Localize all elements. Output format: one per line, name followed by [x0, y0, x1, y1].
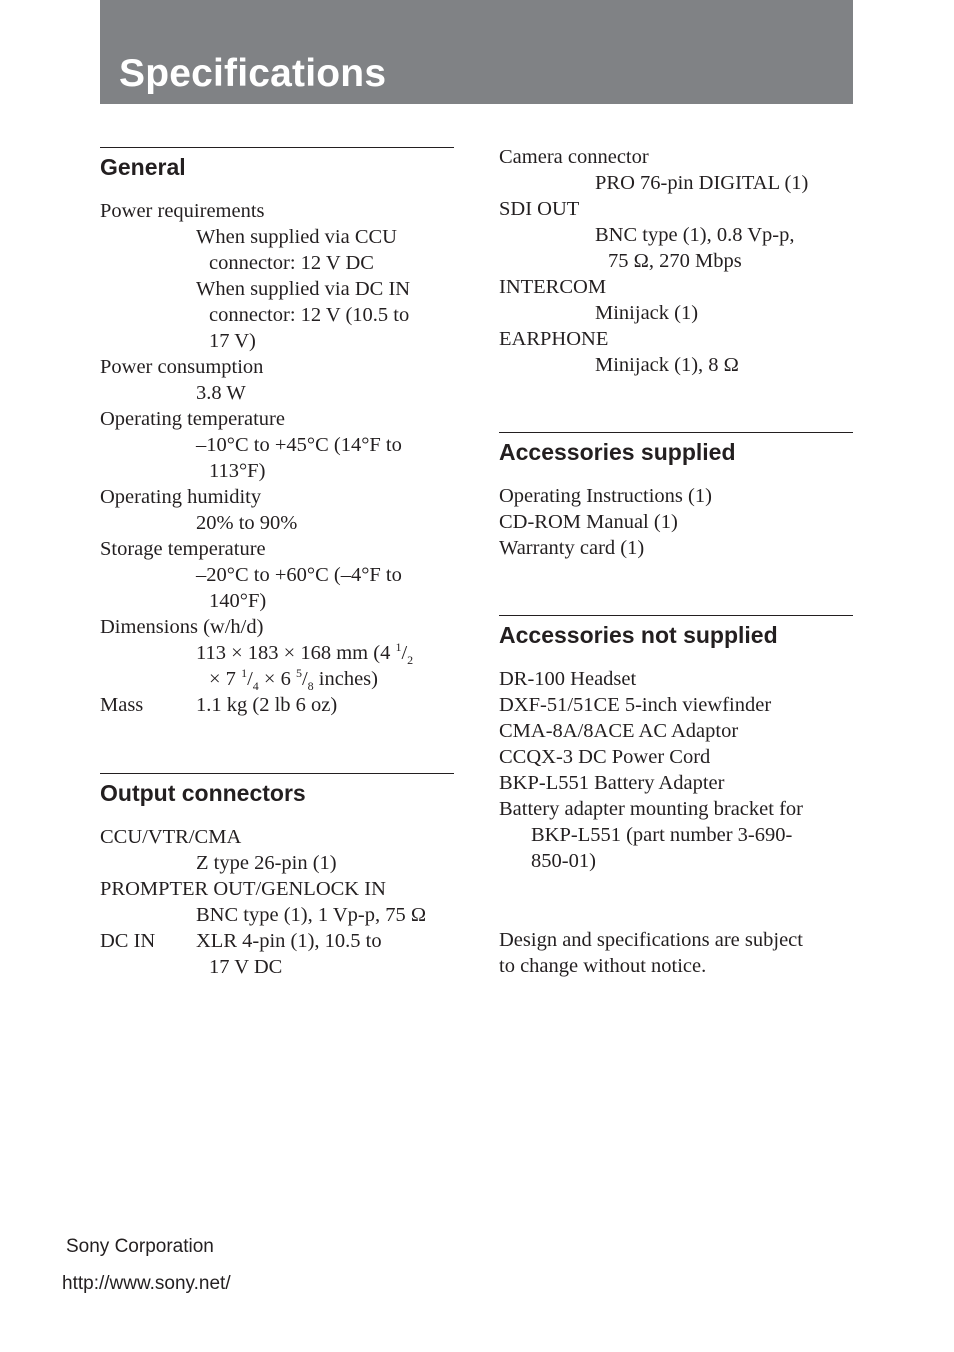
notice-line: Design and specifications are subject [499, 929, 803, 951]
change-notice [499, 927, 853, 979]
accessories-supplied-list [499, 483, 853, 561]
spec-label: CCU/VTR/CMA [100, 826, 242, 848]
fraction-slash: / [301, 668, 308, 690]
section-rule [100, 773, 454, 774]
section-rule [100, 147, 454, 148]
fraction-numerator: 1 [395, 640, 402, 655]
spec-label: SDI OUT [499, 198, 580, 220]
spec-value: When supplied via DC IN [196, 278, 411, 300]
fraction-denominator: 8 [307, 679, 314, 694]
spec-label: PROMPTER OUT/GENLOCK IN [100, 878, 386, 900]
list-item-continuation: 850-01) [531, 850, 596, 872]
accessories-not-supplied-section [499, 615, 853, 874]
spec-value: connector: 12 V DC [209, 252, 374, 274]
fraction-numerator: 5 [295, 666, 302, 681]
spec-value: When supplied via CCU [196, 226, 397, 248]
spec-label: Operating humidity [100, 486, 262, 508]
spec-label: Power requirements [100, 200, 265, 222]
fraction-denominator: 2 [407, 653, 414, 668]
spec-value: 113 × 183 × 168 mm (4 [196, 642, 396, 664]
mass-row [100, 692, 454, 718]
general-spec-list [100, 198, 454, 718]
notice-line: to change without notice. [499, 955, 707, 977]
spec-value: 17 V DC [209, 956, 283, 978]
spec-value: Minijack (1), 8 Ω [595, 354, 739, 376]
accessories-supplied-heading: Accessories supplied [499, 439, 736, 465]
spec-value: × 7 [209, 668, 242, 690]
spec-label: Dimensions (w/h/d) [100, 616, 264, 638]
list-item: CD-ROM Manual (1) [499, 511, 678, 533]
section-rule [499, 432, 853, 433]
spec-value: 113°F) [209, 460, 266, 482]
accessories-not-supplied-list [499, 666, 853, 874]
spec-value: PRO 76-pin DIGITAL (1) [595, 172, 809, 194]
accessories-not-supplied-heading: Accessories not supplied [499, 622, 778, 648]
spec-value: inches) [313, 668, 378, 690]
fraction-numerator: 1 [241, 666, 248, 681]
list-item-continuation: BKP-L551 (part number 3-690- [531, 824, 793, 846]
title-banner [100, 0, 853, 104]
output-connectors-section [100, 773, 454, 980]
company-name: Sony Corporation [66, 1236, 214, 1257]
spec-label: EARPHONE [499, 328, 609, 350]
fraction-denominator: 4 [252, 679, 259, 694]
spec-value: BNC type (1), 0.8 Vp-p, [595, 224, 795, 246]
spec-label: Storage temperature [100, 538, 266, 560]
spec-value: –10°C to +45°C (14°F to [196, 434, 402, 456]
accessories-supplied-section [499, 432, 853, 561]
list-item: DR-100 Headset [499, 668, 637, 690]
spec-value: –20°C to +60°C (–4°F to [196, 564, 402, 586]
spec-label: Camera connector [499, 146, 649, 168]
fraction-slash: / [401, 642, 408, 664]
general-section [100, 147, 454, 718]
fraction-slash: / [247, 668, 253, 690]
output-connectors-list [100, 824, 454, 980]
list-item: Warranty card (1) [499, 537, 645, 559]
spec-value: Minijack (1) [595, 302, 699, 324]
spec-label: DC IN [100, 930, 156, 952]
spec-value: 1.1 kg (2 lb 6 oz) [196, 694, 338, 716]
spec-value: XLR 4-pin (1), 10.5 to [196, 930, 382, 952]
dimensions-value-line-2 [100, 666, 454, 692]
spec-value: 140°F) [209, 590, 267, 612]
spec-value: 75 Ω, 270 Mbps [608, 250, 742, 272]
list-item: Battery adapter mounting bracket for [499, 798, 803, 820]
list-item: BKP-L551 Battery Adapter [499, 772, 725, 794]
spec-label: INTERCOM [499, 276, 607, 298]
list-item: Operating Instructions (1) [499, 485, 712, 507]
spec-label: Operating temperature [100, 408, 285, 430]
spec-label: Power consumption [100, 356, 264, 378]
spec-value: BNC type (1), 1 Vp-p, 75 Ω [196, 904, 427, 926]
dcin-row [100, 928, 454, 954]
output-connectors-heading: Output connectors [100, 780, 306, 806]
page-title: Specifications [119, 52, 387, 95]
spec-value: 17 V) [209, 330, 256, 352]
spec-value: 3.8 W [196, 382, 246, 404]
company-url[interactable]: http://www.sony.net/ [62, 1273, 231, 1294]
spec-value: Z type 26-pin (1) [196, 852, 337, 874]
spec-label: Mass [100, 694, 144, 716]
general-heading: General [100, 154, 186, 180]
dimensions-value-line-1 [100, 640, 454, 666]
section-rule [499, 615, 853, 616]
list-item: DXF-51/51CE 5-inch viewfinder [499, 694, 772, 716]
spec-value: connector: 12 V (10.5 to [209, 304, 410, 326]
list-item: CCQX-3 DC Power Cord [499, 746, 711, 768]
spec-value: 20% to 90% [196, 512, 298, 534]
list-item: CMA-8A/8ACE AC Adaptor [499, 720, 739, 742]
spec-value: × 6 [258, 668, 296, 690]
connectors-continued [499, 144, 853, 378]
